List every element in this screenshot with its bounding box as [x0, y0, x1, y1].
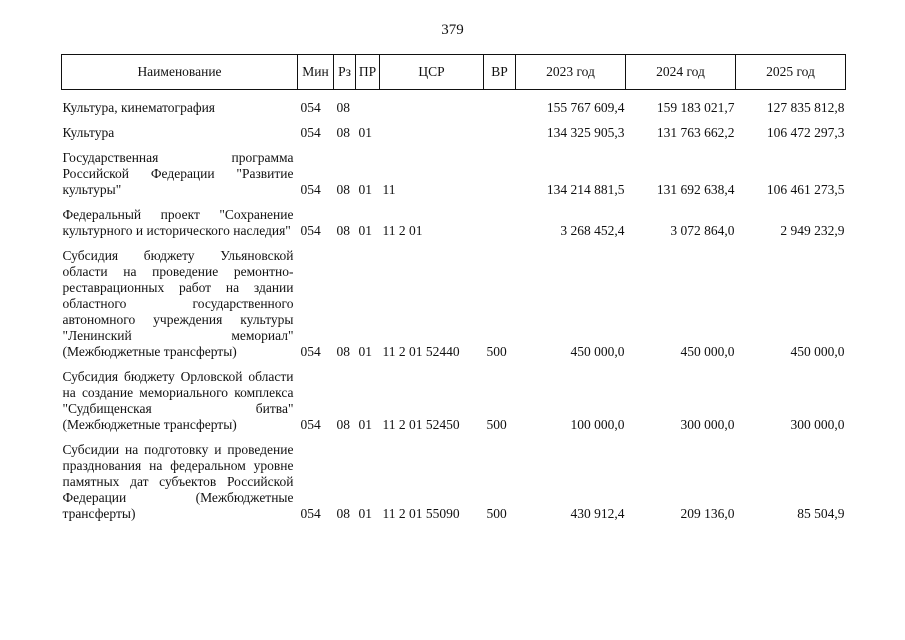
- table-spacer: [62, 90, 846, 101]
- row-2023-value: 450 000,0: [570, 344, 625, 359]
- row-2024-value: 209 136,0: [680, 506, 735, 521]
- row-rz-cell: 08: [336, 125, 350, 140]
- row-2024-value: 450 000,0: [680, 344, 735, 359]
- header-row: [62, 55, 846, 90]
- row-csr-cell: 11 2 01 55090: [382, 506, 460, 521]
- row-min-cell: 054: [300, 506, 321, 521]
- table-row: [62, 442, 846, 531]
- row-name-cell: Субсидии на подготовку и проведение празднования на федеральном уровне памятных дат субъектов Российской Федерации (Межбюджетные трансферты): [62, 442, 294, 521]
- row-2024-value: 131 763 662,2: [656, 125, 735, 140]
- row-2025-value: 106 461 273,5: [766, 182, 845, 197]
- page-number: 379: [441, 22, 464, 38]
- row-pr-cell: 01: [358, 344, 372, 359]
- row-rz-cell: 08: [336, 506, 350, 521]
- header-2024: 2024 год: [626, 55, 736, 90]
- row-min-cell: 054: [300, 125, 321, 140]
- row-vr-cell: [484, 100, 516, 125]
- row-vr-cell: 500: [486, 506, 507, 521]
- row-pr-cell: 01: [358, 417, 372, 432]
- row-2025-value: 106 472 297,3: [766, 125, 845, 140]
- row-csr-cell: 11 2 01: [382, 223, 423, 238]
- row-csr-cell: 11 2 01 52450: [382, 417, 460, 432]
- row-min-cell: 054: [300, 417, 321, 432]
- row-rz-cell: 08: [336, 417, 350, 432]
- row-pr-cell: 01: [358, 125, 372, 140]
- table-row: [62, 100, 846, 125]
- row-name-cell: Культура, кинематография: [62, 100, 216, 115]
- row-2024-value: 131 692 638,4: [656, 182, 735, 197]
- row-2025-value: 300 000,0: [790, 417, 845, 432]
- row-vr-cell: [484, 150, 516, 207]
- row-name-cell: Культура: [62, 125, 115, 140]
- row-csr-cell: [380, 100, 484, 125]
- row-2024-value: 159 183 021,7: [656, 100, 735, 115]
- row-rz-cell: 08: [336, 182, 350, 197]
- row-pr-cell: [356, 100, 380, 125]
- table-row: [62, 248, 846, 369]
- row-2023-value: 134 214 881,5: [546, 182, 625, 197]
- row-vr-cell: [484, 207, 516, 248]
- row-2023-value: 3 268 452,4: [560, 223, 625, 238]
- budget-table-container: [61, 54, 845, 531]
- row-pr-cell: 01: [358, 182, 372, 197]
- row-rz-cell: 08: [336, 100, 350, 115]
- row-pr-cell: 01: [358, 506, 372, 521]
- row-2025-value: 450 000,0: [790, 344, 845, 359]
- table-row: [62, 369, 846, 442]
- row-csr-cell: [380, 125, 484, 150]
- table-row: [62, 125, 846, 150]
- row-name-cell: Субсидия бюджету Ульяновской области на проведение ремонтно-реставрационных работ на здании областного государственного автономного учреждения культуры "Ленинский мемориал" (Межбюджетные трансферты): [62, 248, 294, 359]
- row-rz-cell: 08: [336, 223, 350, 238]
- row-2024-value: 3 072 864,0: [670, 223, 735, 238]
- table-row: [62, 207, 846, 248]
- row-rz-cell: 08: [336, 344, 350, 359]
- row-name-cell: Субсидия бюджету Орловской области на создание мемориального комплекса "Судбищенская битва" (Межбюджетные трансферты): [62, 369, 294, 432]
- header-csr: ЦСР: [380, 55, 484, 90]
- header-min: Мин: [298, 55, 334, 90]
- row-2023-value: 100 000,0: [570, 417, 625, 432]
- header-pr: ПР: [356, 55, 380, 90]
- row-vr-cell: 500: [486, 417, 507, 432]
- row-2023-value: 155 767 609,4: [546, 100, 625, 115]
- header-vr: ВР: [484, 55, 516, 90]
- row-2023-value: 430 912,4: [570, 506, 625, 521]
- row-min-cell: 054: [300, 223, 321, 238]
- row-min-cell: 054: [300, 100, 321, 115]
- row-csr-cell: 11: [382, 182, 396, 197]
- row-csr-cell: 11 2 01 52440: [382, 344, 460, 359]
- row-pr-cell: 01: [358, 223, 372, 238]
- header-name: Наименование: [62, 55, 298, 90]
- table-body: [62, 90, 846, 532]
- row-2025-value: 2 949 232,9: [780, 223, 845, 238]
- row-name-cell: Государственная программа Российской Федерации "Развитие культуры": [62, 150, 294, 197]
- header-2023: 2023 год: [516, 55, 626, 90]
- row-2023-value: 134 325 905,3: [546, 125, 625, 140]
- row-name-cell: Федеральный проект "Сохранение культурного и исторического наследия": [62, 207, 294, 238]
- header-2025: 2025 год: [736, 55, 846, 90]
- row-min-cell: 054: [300, 344, 321, 359]
- table-header: [62, 55, 846, 90]
- budget-table: [61, 54, 846, 531]
- row-2025-value: 127 835 812,8: [766, 100, 845, 115]
- row-vr-cell: 500: [486, 344, 507, 359]
- row-2024-value: 300 000,0: [680, 417, 735, 432]
- row-2025-value: 85 504,9: [797, 506, 845, 521]
- table-row: [62, 150, 846, 207]
- row-min-cell: 054: [300, 182, 321, 197]
- header-rz: Рз: [334, 55, 356, 90]
- row-vr-cell: [484, 125, 516, 150]
